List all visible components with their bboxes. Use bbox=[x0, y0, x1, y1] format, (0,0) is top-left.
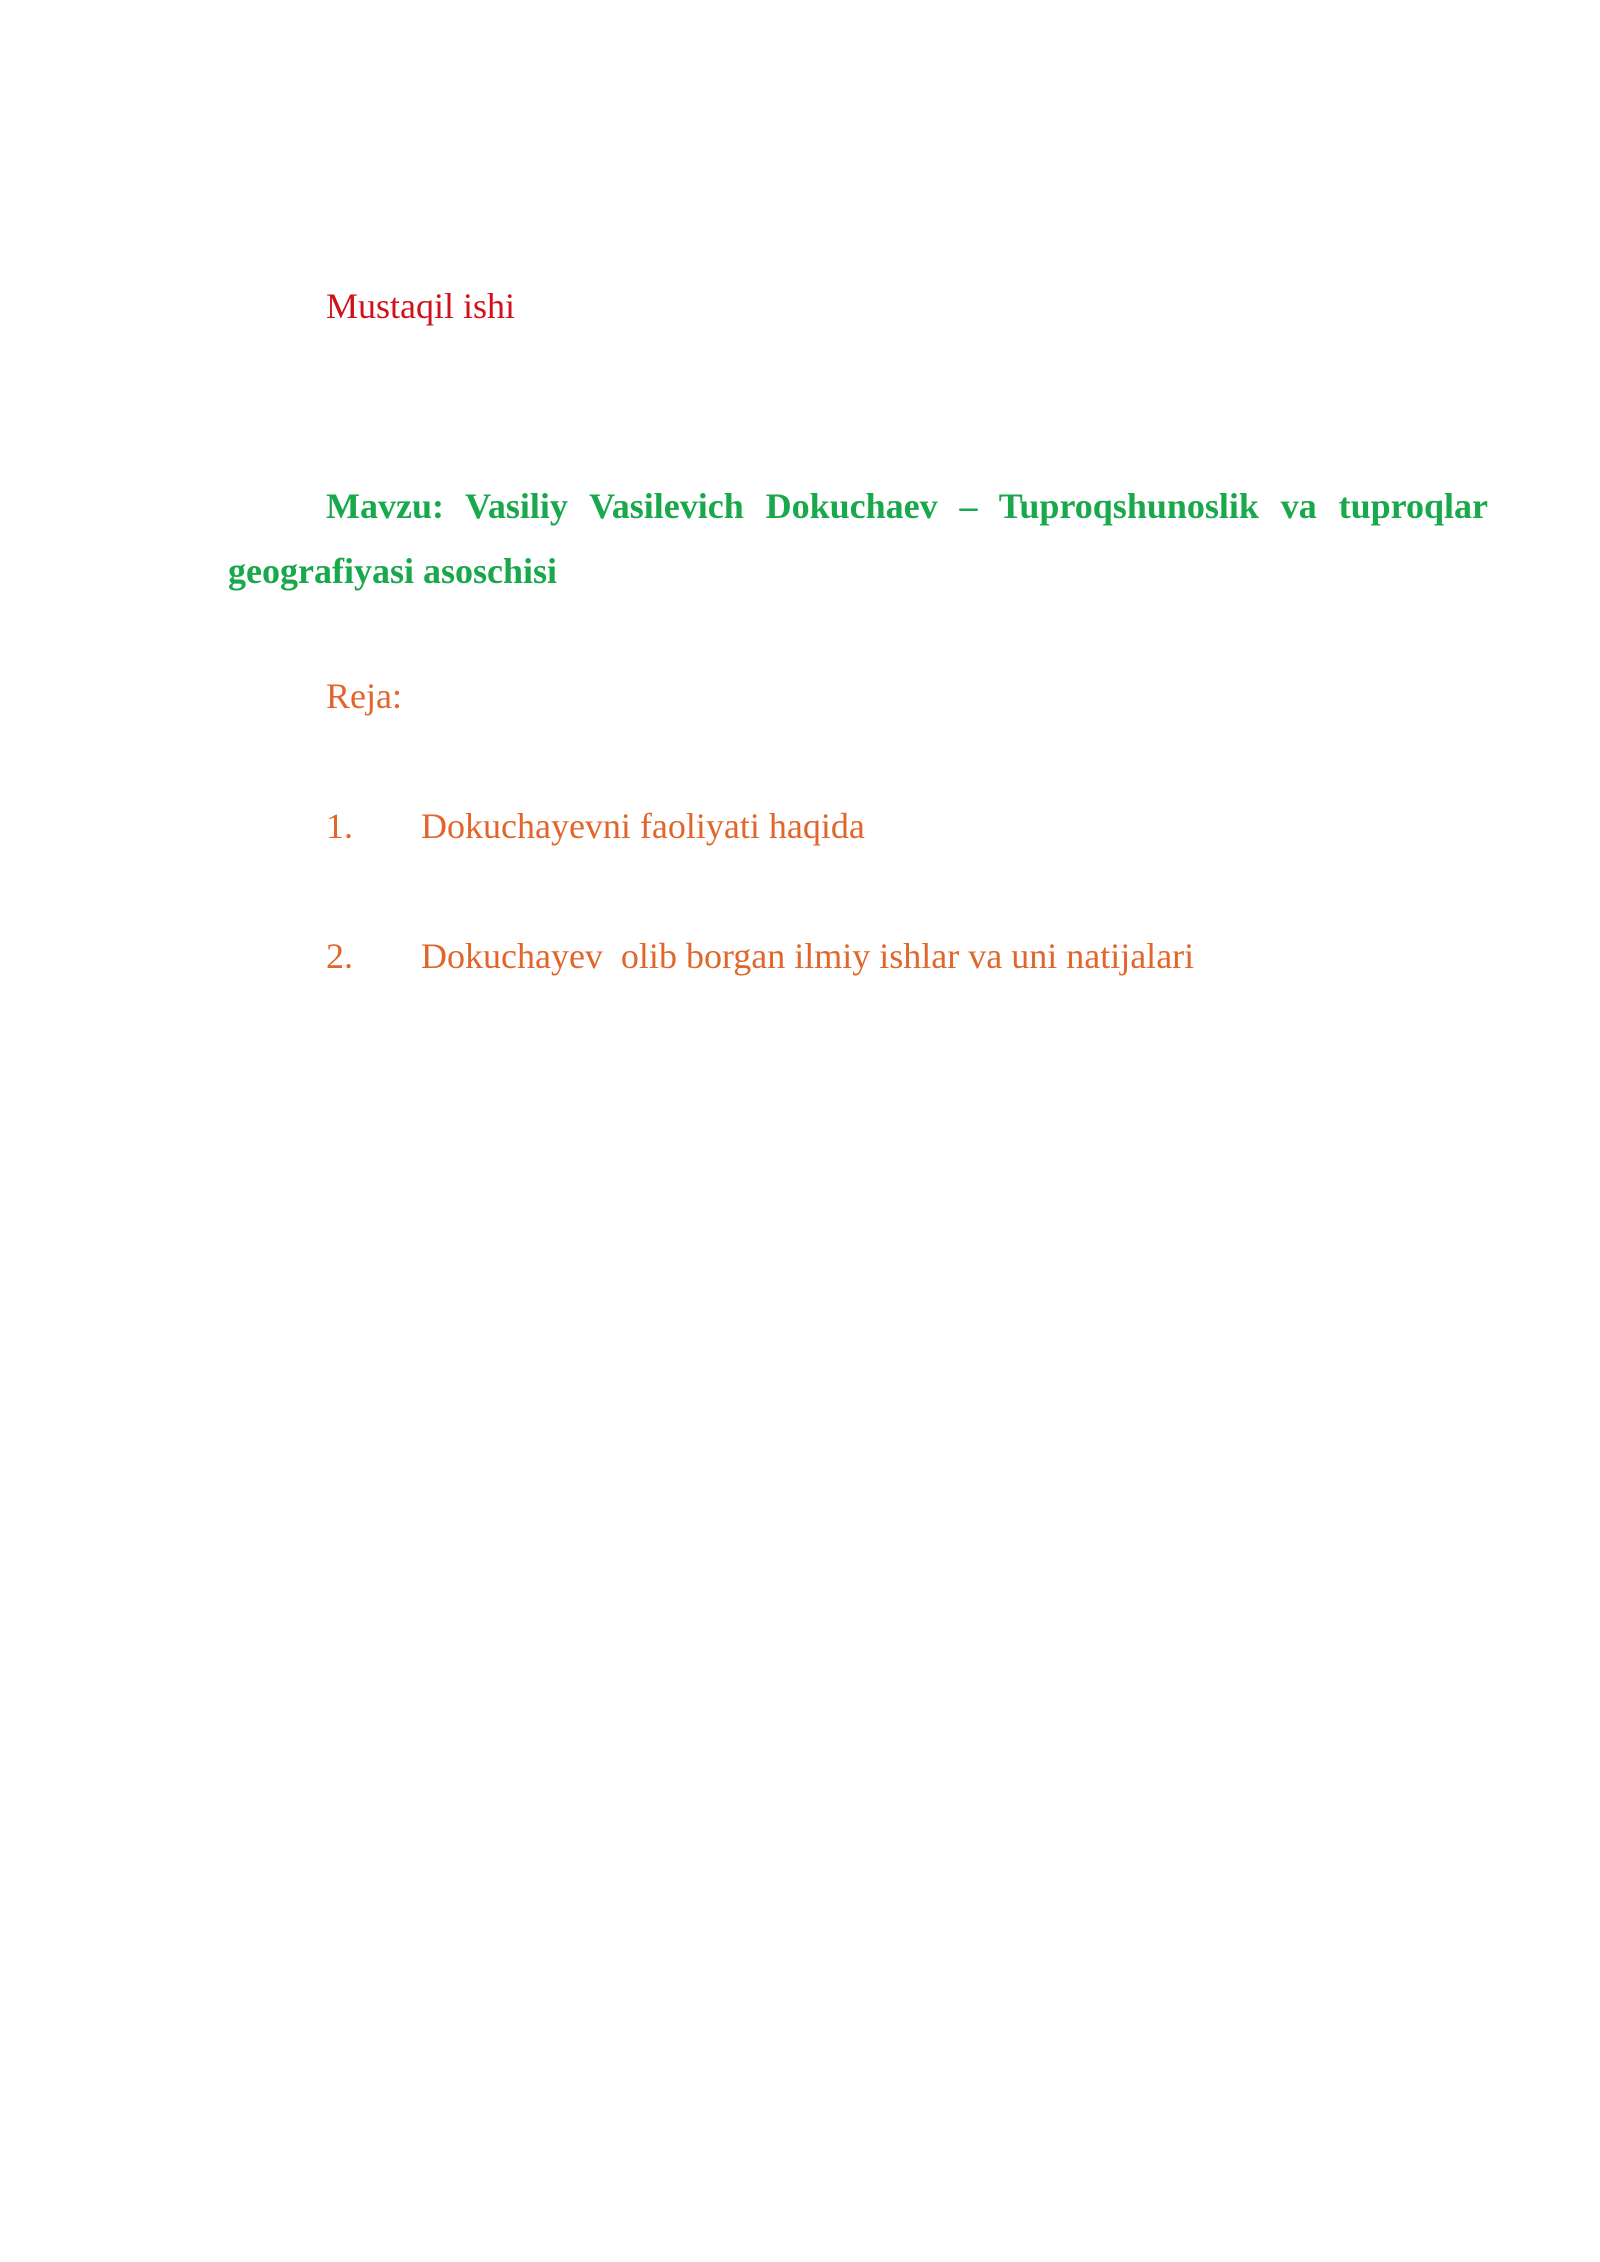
topic-line-1: Mavzu: Vasiliy Vasilevich Dokuchaev – Tuproqshunoslik va tuproqlar bbox=[326, 486, 1488, 526]
plan-item-number: 2. bbox=[326, 936, 353, 976]
document-type-label: Mustaqil ishi bbox=[326, 286, 516, 326]
plan-list-item bbox=[326, 932, 1194, 980]
plan-heading: Reja: bbox=[326, 676, 402, 716]
topic-line-2: geografiyasi asoschisi bbox=[228, 551, 557, 591]
plan-item-number: 1. bbox=[326, 806, 353, 846]
plan-item-text: Dokuchayev olib borgan ilmiy ishlar va uni natijalari bbox=[421, 936, 1195, 976]
plan-item-text: Dokuchayevni faoliyati haqida bbox=[421, 806, 865, 846]
topic-heading bbox=[228, 474, 1488, 604]
plan-list-item bbox=[326, 802, 865, 850]
